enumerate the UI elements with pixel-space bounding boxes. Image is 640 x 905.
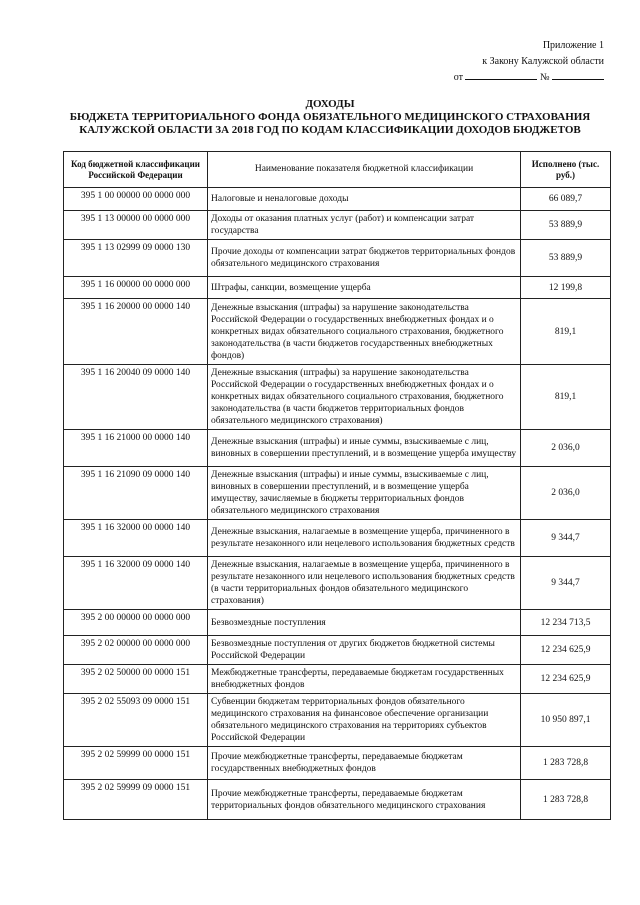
- indicator-name-cell: Денежные взыскания (штрафы) за нарушение законодательства Российской Федерации о государственных внебюджетных фондах и о конкретных видах обязательного социального страхования, бюджетного законодательства (в части бюджетов государственных внебюджетных фондов): [208, 299, 521, 365]
- budget-code-cell: 395 2 02 55093 09 0000 151: [64, 694, 208, 747]
- budget-code-cell: 395 2 00 00000 00 0000 000: [64, 610, 208, 636]
- from-label: от: [453, 72, 463, 83]
- budget-code-cell: 395 2 02 00000 00 0000 000: [64, 636, 208, 665]
- executed-amount-cell: 9 344,7: [521, 520, 611, 557]
- value-column-header: Исполнено (тыс. руб.): [521, 152, 611, 188]
- executed-amount-cell: 66 089,7: [521, 188, 611, 211]
- indicator-name-cell: Налоговые и неналоговые доходы: [208, 188, 521, 211]
- budget-code-cell: 395 1 13 02999 09 0000 130: [64, 240, 208, 277]
- budget-code-cell: 395 1 16 21090 09 0000 140: [64, 467, 208, 520]
- appendix-header: [454, 38, 604, 86]
- budget-code-cell: 395 1 16 32000 00 0000 140: [64, 520, 208, 557]
- appendix-title: Приложение 1: [542, 40, 604, 51]
- table-row: [64, 694, 611, 747]
- table-row: [64, 430, 611, 467]
- budget-code-cell: 395 1 16 20000 00 0000 140: [64, 299, 208, 365]
- table-row: [64, 240, 611, 277]
- budget-code-cell: 395 1 16 21000 00 0000 140: [64, 430, 208, 467]
- budget-code-cell: 395 2 02 59999 00 0000 151: [64, 747, 208, 780]
- executed-amount-cell: 2 036,0: [521, 430, 611, 467]
- indicator-name-cell: Денежные взыскания (штрафы) и иные суммы, взыскиваемые с лиц, виновных в совершении преступлений, и в возмещение ущерба имуществу, зачисляемые в бюджеты территориальных фондов обязательного медицинского страхования: [208, 467, 521, 520]
- indicator-name-cell: Штрафы, санкции, возмещение ущерба: [208, 277, 521, 299]
- executed-amount-cell: 12 234 625,9: [521, 636, 611, 665]
- indicator-name-cell: Субвенции бюджетам территориальных фондов обязательного медицинского страхования на финансовое обеспечение организации обязательного медицинского страхования на территориях субъектов Российской Федерации: [208, 694, 521, 747]
- executed-amount-cell: 9 344,7: [521, 557, 611, 610]
- table-row: [64, 211, 611, 240]
- executed-amount-cell: 12 199,8: [521, 277, 611, 299]
- indicator-name-cell: Прочие межбюджетные трансферты, передаваемые бюджетам территориальных фондов обязательного медицинского страхования: [208, 780, 521, 820]
- indicator-name-cell: Безвозмездные поступления: [208, 610, 521, 636]
- table-row: [64, 636, 611, 665]
- indicator-name-cell: Межбюджетные трансферты, передаваемые бюджетам государственных внебюджетных фондов: [208, 665, 521, 694]
- budget-code-cell: 395 1 13 00000 00 0000 000: [64, 211, 208, 240]
- budget-code-cell: 395 2 02 50000 00 0000 151: [64, 665, 208, 694]
- title-line-3: КАЛУЖСКОЙ ОБЛАСТИ ЗА 2018 ГОД ПО КОДАМ КЛАССИФИКАЦИИ ДОХОДОВ БЮДЖЕТОВ: [79, 124, 581, 136]
- indicator-name-cell: Денежные взыскания (штрафы) и иные суммы, взыскиваемые с лиц, виновных в совершении преступлений, и в возмещение ущерба имуществу: [208, 430, 521, 467]
- table-row: [64, 277, 611, 299]
- executed-amount-cell: 2 036,0: [521, 467, 611, 520]
- date-blank: [465, 70, 537, 80]
- appendix-date-number-line: [454, 70, 604, 86]
- table-row: [64, 665, 611, 694]
- executed-amount-cell: 12 234 713,5: [521, 610, 611, 636]
- indicator-name-cell: Денежные взыскания, налагаемые в возмещение ущерба, причиненного в результате незаконного или нецелевого использования бюджетных средств (в части территориальных фондов обязательного медицинского страхования): [208, 557, 521, 610]
- table-row: [64, 610, 611, 636]
- budget-code-cell: 395 1 16 32000 09 0000 140: [64, 557, 208, 610]
- number-label: №: [539, 72, 550, 83]
- appendix-law-reference: к Закону Калужской области: [482, 56, 604, 67]
- executed-amount-cell: 53 889,9: [521, 211, 611, 240]
- budget-code-cell: 395 1 16 20040 09 0000 140: [64, 365, 208, 430]
- title-line-2: БЮДЖЕТА ТЕРРИТОРИАЛЬНОГО ФОНДА ОБЯЗАТЕЛЬНОГО МЕДИЦИНСКОГО СТРАХОВАНИЯ: [69, 111, 591, 123]
- document-title: [60, 98, 600, 137]
- executed-amount-cell: 819,1: [521, 299, 611, 365]
- table-row: [64, 747, 611, 780]
- executed-amount-cell: 1 283 728,8: [521, 780, 611, 820]
- indicator-name-cell: Прочие межбюджетные трансферты, передаваемые бюджетам государственных внебюджетных фондов: [208, 747, 521, 780]
- indicator-name-cell: Доходы от оказания платных услуг (работ) и компенсации затрат государства: [208, 211, 521, 240]
- table-row: [64, 780, 611, 820]
- revenue-table: [63, 151, 611, 820]
- number-blank: [552, 70, 604, 80]
- budget-code-cell: 395 1 16 00000 00 0000 000: [64, 277, 208, 299]
- table-row: [64, 467, 611, 520]
- executed-amount-cell: 12 234 625,9: [521, 665, 611, 694]
- budget-code-cell: 395 1 00 00000 00 0000 000: [64, 188, 208, 211]
- executed-amount-cell: 1 283 728,8: [521, 747, 611, 780]
- table-row: [64, 299, 611, 365]
- table-header-row: [64, 152, 611, 188]
- indicator-name-cell: Безвозмездные поступления от других бюджетов бюджетной системы Российской Федерации: [208, 636, 521, 665]
- title-line-1: ДОХОДЫ: [305, 98, 355, 110]
- table-row: [64, 557, 611, 610]
- table-row: [64, 188, 611, 211]
- table-row: [64, 520, 611, 557]
- table-row: [64, 365, 611, 430]
- executed-amount-cell: 53 889,9: [521, 240, 611, 277]
- budget-code-cell: 395 2 02 59999 09 0000 151: [64, 780, 208, 820]
- table-body: [64, 188, 611, 820]
- indicator-name-cell: Денежные взыскания (штрафы) за нарушение законодательства Российской Федерации о государственных внебюджетных фондах и о конкретных видах обязательного социального страхования, бюджетного законодательства (в части бюджетов территориальных фондов обязательного медицинского страхования): [208, 365, 521, 430]
- code-column-header: Код бюджетной классификации Российской Федерации: [64, 152, 208, 188]
- executed-amount-cell: 10 950 897,1: [521, 694, 611, 747]
- name-column-header: Наименование показателя бюджетной классификации: [208, 152, 521, 188]
- indicator-name-cell: Прочие доходы от компенсации затрат бюджетов территориальных фондов обязательного медицинского страхования: [208, 240, 521, 277]
- indicator-name-cell: Денежные взыскания, налагаемые в возмещение ущерба, причиненного в результате незаконного или нецелевого использования бюджетных средств: [208, 520, 521, 557]
- executed-amount-cell: 819,1: [521, 365, 611, 430]
